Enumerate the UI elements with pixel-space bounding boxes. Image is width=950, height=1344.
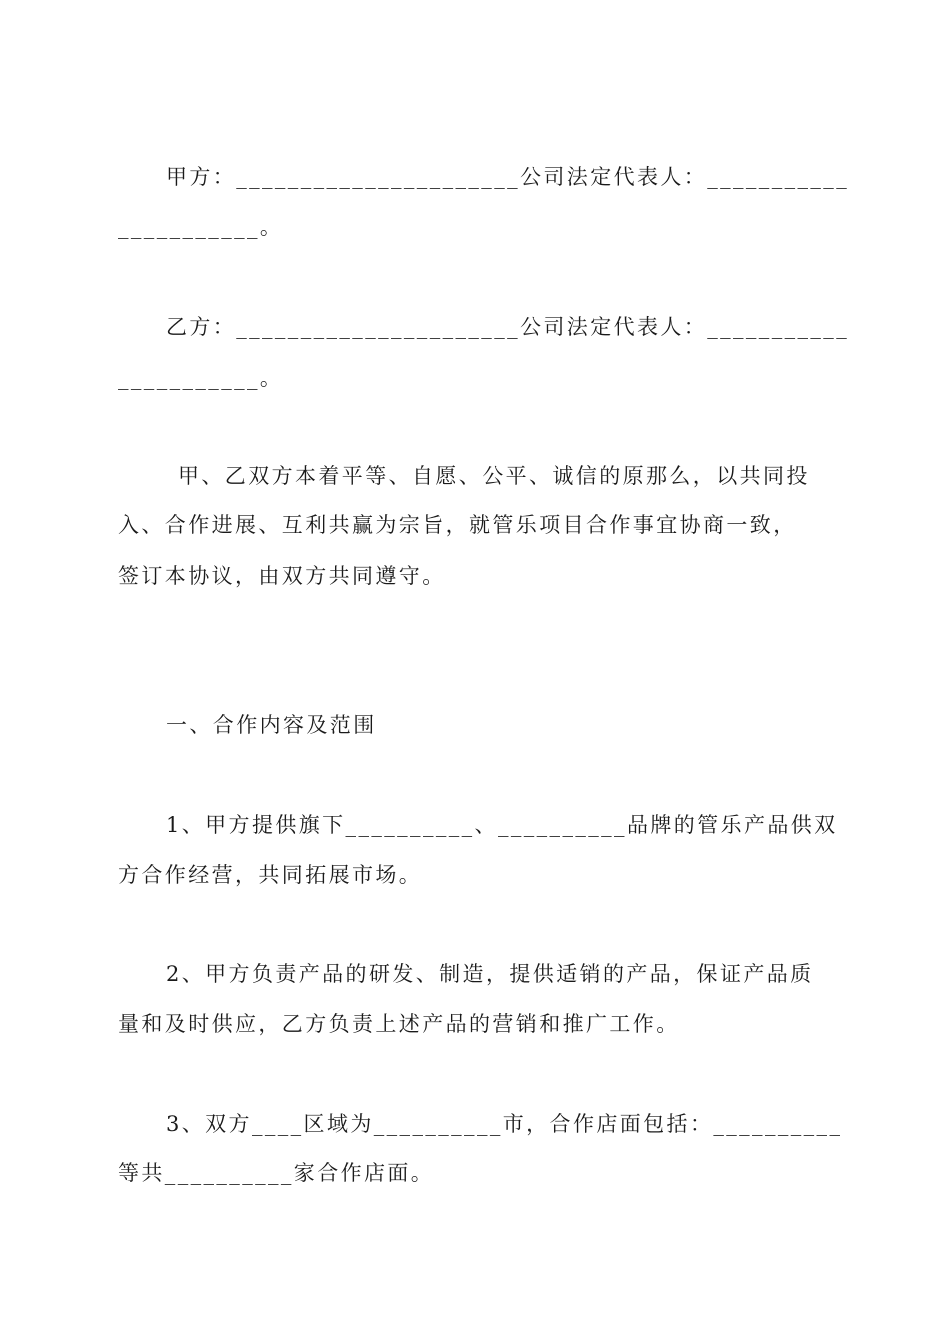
party-a-text: 甲方：______________________公司法定代表人：___________ (166, 165, 850, 189)
preamble-line-2 (118, 510, 834, 540)
preamble-text-3: 签订本协议，由双方共同遵守。 (118, 564, 446, 588)
item-3-line-1 (118, 1109, 882, 1139)
item-2-text-cont: 量和及时供应，乙方负责上述产品的营销和推广工作。 (118, 1012, 680, 1036)
item-1-line-2 (118, 860, 834, 890)
item-2-line-1 (118, 959, 882, 989)
item-2-line-2 (118, 1009, 834, 1039)
item-3-text-cont: 等共__________家合作店面。 (118, 1161, 435, 1185)
party-a-text-cont: ___________。 (118, 215, 284, 239)
section-heading-text: 一、合作内容及范围 (166, 713, 377, 737)
item-1-text: 1、甲方提供旗下__________、__________品牌的管乐产品供双 (166, 813, 838, 837)
preamble-text-1: 甲、乙双方本着平等、自愿、公平、诚信的原那么，以共同投 (178, 464, 810, 488)
party-b-line-1 (118, 312, 882, 342)
item-3-text: 3、双方____区域为__________市，合作店面包括：__________ (166, 1112, 843, 1136)
party-b-text-cont: ___________。 (118, 366, 284, 390)
party-b-text: 乙方：______________________公司法定代表人：___________ (166, 315, 850, 339)
preamble-line-3 (118, 561, 834, 591)
item-2-text: 2、甲方负责产品的研发、制造，提供适销的产品，保证产品质 (166, 962, 814, 986)
party-b-line-2 (118, 363, 834, 393)
item-3-line-2 (118, 1158, 834, 1188)
party-a-line-1 (118, 162, 882, 192)
preamble-line-1 (118, 461, 894, 491)
item-1-text-cont: 方合作经营，共同拓展市场。 (118, 863, 423, 887)
item-1-line-1 (118, 810, 882, 840)
party-a-line-2 (118, 212, 834, 242)
preamble-text-2: 入、合作进展、互利共赢为宗旨，就管乐项目合作事宜协商一致， (118, 513, 797, 537)
section-heading (118, 710, 882, 740)
